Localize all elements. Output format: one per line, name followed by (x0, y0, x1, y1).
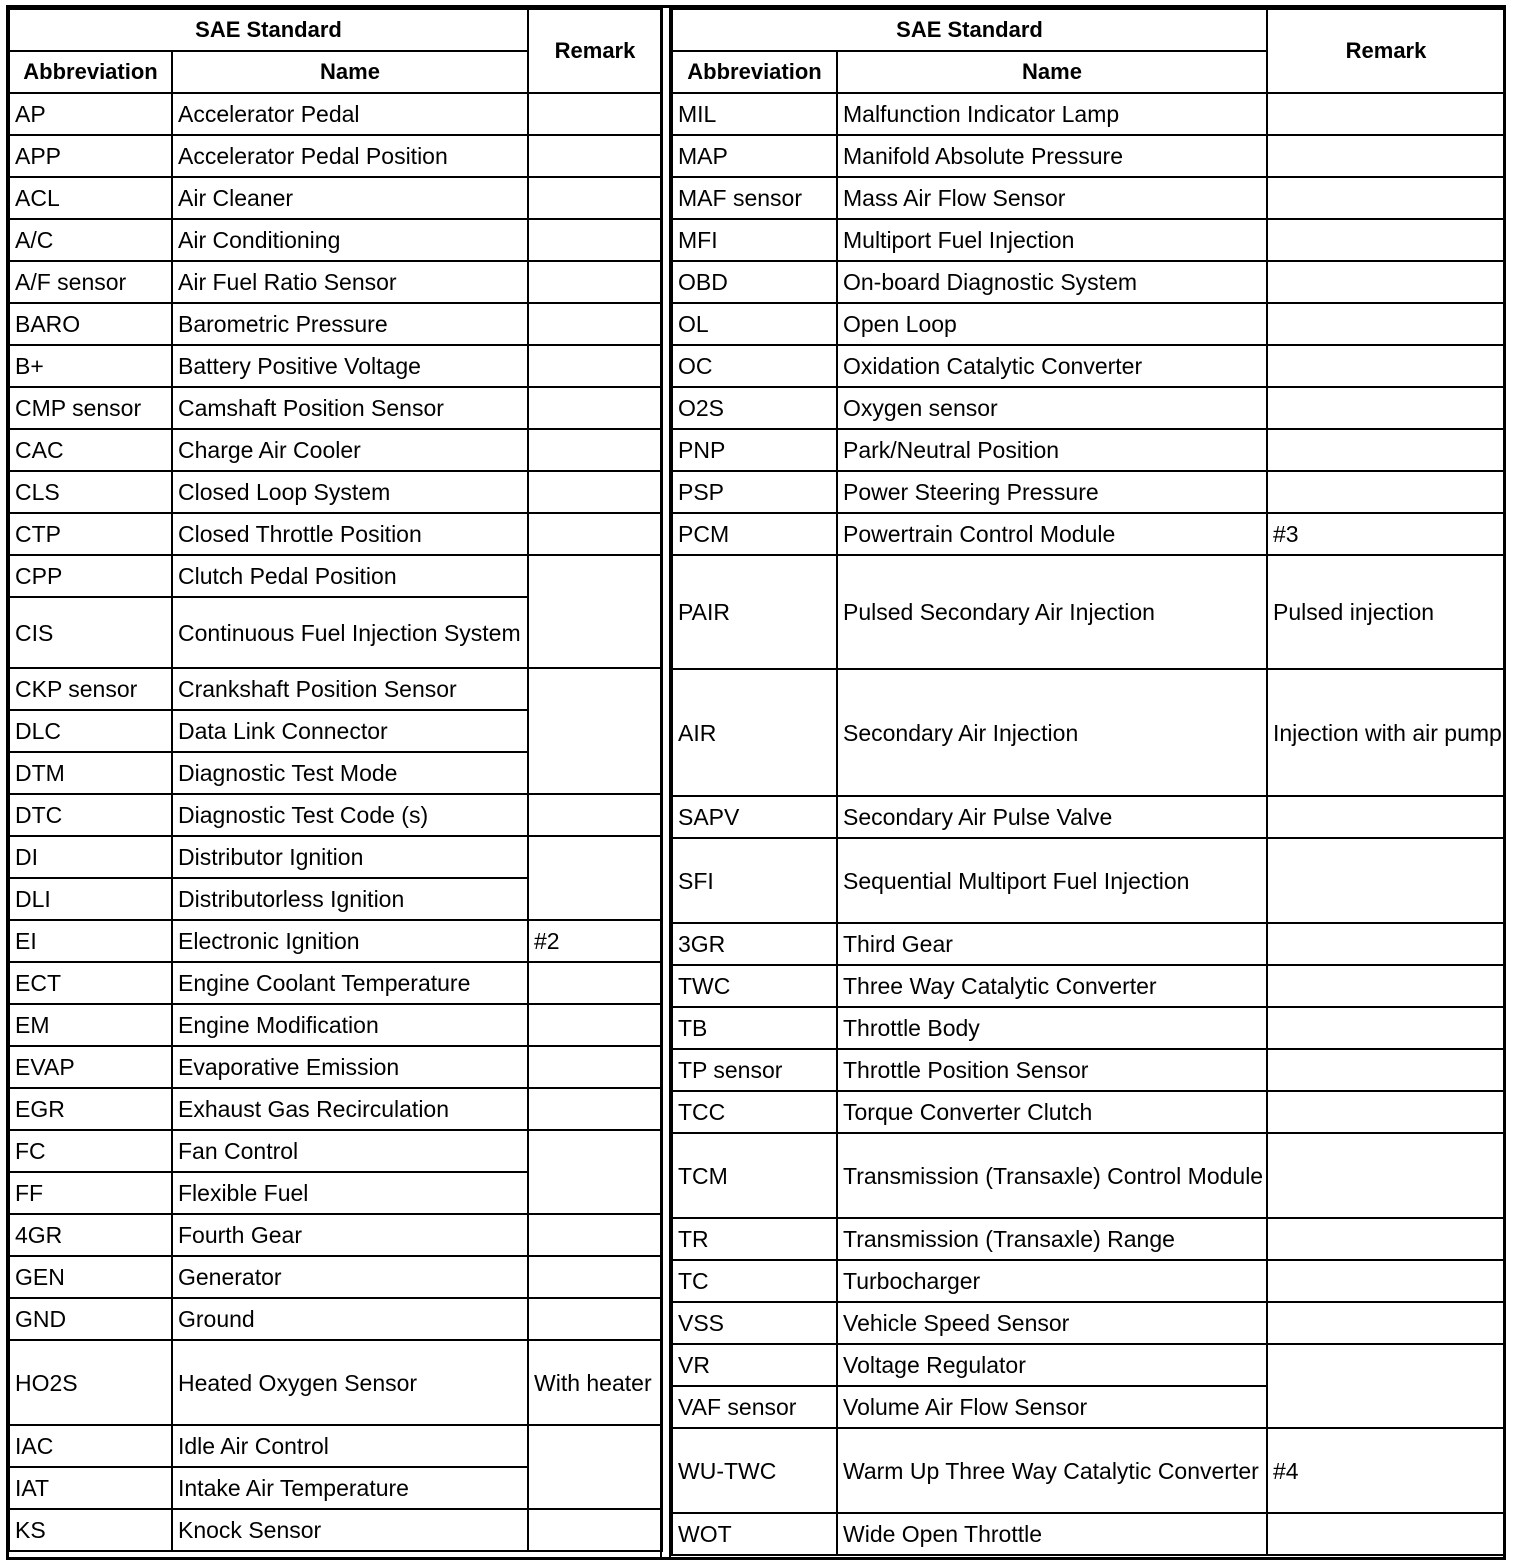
abbreviation-cell: CIS (9, 597, 172, 668)
table-row (9, 1425, 662, 1467)
abbreviation-cell: CLS (9, 471, 172, 513)
name-cell: Transmission (Transaxle) Control Module (837, 1133, 1267, 1218)
remark-cell (528, 93, 662, 135)
abbreviation-cell: VAF sensor (672, 1386, 837, 1428)
table-row (672, 513, 1505, 555)
abbreviation-cell: 4GR (9, 1214, 172, 1256)
abbreviation-cell: EI (9, 920, 172, 962)
abbreviation-cell: VSS (672, 1302, 837, 1344)
table-row (672, 177, 1505, 219)
table-row (9, 93, 662, 135)
name-cell: Torque Converter Clutch (837, 1091, 1267, 1133)
table-row (9, 962, 662, 1004)
name-cell: Flexible Fuel (172, 1172, 528, 1214)
table-row (672, 555, 1505, 669)
name-cell: Throttle Body (837, 1007, 1267, 1049)
name-cell: Powertrain Control Module (837, 513, 1267, 555)
remark-cell (528, 1425, 662, 1509)
table-row (672, 345, 1505, 387)
abbreviation-cell: ACL (9, 177, 172, 219)
name-cell: Park/Neutral Position (837, 429, 1267, 471)
remark-cell (1267, 1218, 1505, 1260)
name-cell: Closed Loop System (172, 471, 528, 513)
table-row (672, 1007, 1505, 1049)
remark-cell (528, 177, 662, 219)
name-cell: On-board Diagnostic System (837, 261, 1267, 303)
name-cell: Accelerator Pedal (172, 93, 528, 135)
abbreviation-cell: TWC (672, 965, 837, 1007)
table-row (9, 1046, 662, 1088)
abbreviation-cell: AP (9, 93, 172, 135)
name-cell: Malfunction Indicator Lamp (837, 93, 1267, 135)
remark-cell (528, 1509, 662, 1551)
table-row (672, 1049, 1505, 1091)
abbreviation-cell: TP sensor (672, 1049, 837, 1091)
remark-cell (1267, 93, 1505, 135)
remark-cell (528, 219, 662, 261)
name-cell: Secondary Air Pulse Valve (837, 796, 1267, 838)
remark-cell (528, 1046, 662, 1088)
name-cell: Voltage Regulator (837, 1344, 1267, 1386)
name-cell: Diagnostic Test Mode (172, 752, 528, 794)
abbreviation-cell: TCC (672, 1091, 837, 1133)
table-row (672, 135, 1505, 177)
abbreviation-cell: OC (672, 345, 837, 387)
remark-cell (1267, 1344, 1505, 1428)
abbreviation-cell: TB (672, 1007, 837, 1049)
abbreviation-cell: EM (9, 1004, 172, 1046)
name-cell: Manifold Absolute Pressure (837, 135, 1267, 177)
abbreviation-cell: MAF sensor (672, 177, 837, 219)
remark-cell (1267, 177, 1505, 219)
name-header: Name (172, 51, 528, 93)
remark-cell (528, 303, 662, 345)
name-cell: Evaporative Emission (172, 1046, 528, 1088)
name-cell: Warm Up Three Way Catalytic Converter (837, 1428, 1267, 1513)
table-row (9, 836, 662, 878)
name-cell: Fan Control (172, 1130, 528, 1172)
remark-cell (528, 555, 662, 668)
name-cell: Data Link Connector (172, 710, 528, 752)
remark-cell (1267, 1049, 1505, 1091)
abbreviation-cell: WU-TWC (672, 1428, 837, 1513)
table-row (9, 1214, 662, 1256)
table-row (9, 513, 662, 555)
table-row (9, 1340, 662, 1425)
abbreviation-cell: MIL (672, 93, 837, 135)
table-row (9, 555, 662, 597)
table-row (9, 135, 662, 177)
name-cell: Air Conditioning (172, 219, 528, 261)
remark-cell: With heater (528, 1340, 662, 1425)
table-row (9, 1256, 662, 1298)
abbreviation-cell: VR (672, 1344, 837, 1386)
name-cell: Generator (172, 1256, 528, 1298)
name-cell: Transmission (Transaxle) Range (837, 1218, 1267, 1260)
abbreviation-header: Abbreviation (9, 51, 172, 93)
remark-cell (1267, 1260, 1505, 1302)
abbreviation-cell: CTP (9, 513, 172, 555)
abbreviation-cell: IAC (9, 1425, 172, 1467)
name-cell: Engine Modification (172, 1004, 528, 1046)
table-row (672, 796, 1505, 838)
abbreviation-cell: PNP (672, 429, 837, 471)
abbreviation-cell: FC (9, 1130, 172, 1172)
abbreviation-cell: A/C (9, 219, 172, 261)
remark-cell (528, 794, 662, 836)
abbreviation-cell: TC (672, 1260, 837, 1302)
remark-cell (1267, 387, 1505, 429)
abbreviation-cell: GEN (9, 1256, 172, 1298)
abbreviation-cell: HO2S (9, 1340, 172, 1425)
table-row (9, 219, 662, 261)
remark-cell (1267, 345, 1505, 387)
name-cell: Turbocharger (837, 1260, 1267, 1302)
name-cell: Distributor Ignition (172, 836, 528, 878)
remark-cell (1267, 838, 1505, 923)
abbreviation-cell: DI (9, 836, 172, 878)
remark-cell (528, 513, 662, 555)
remark-cell (528, 1214, 662, 1256)
table-row (9, 429, 662, 471)
remark-cell (528, 387, 662, 429)
table-row (672, 1218, 1505, 1260)
table-row (9, 345, 662, 387)
table-row (9, 261, 662, 303)
table-row (9, 471, 662, 513)
abbreviation-cell: SAPV (672, 796, 837, 838)
abbreviation-cell: O2S (672, 387, 837, 429)
abbreviation-cell: A/F sensor (9, 261, 172, 303)
remark-cell (1267, 471, 1505, 513)
left-table-body (9, 93, 662, 1551)
abbreviation-cell: WOT (672, 1513, 837, 1555)
name-cell: Power Steering Pressure (837, 471, 1267, 513)
abbreviation-cell: IAT (9, 1467, 172, 1509)
table-row (672, 429, 1505, 471)
abbreviation-cell: EGR (9, 1088, 172, 1130)
abbreviation-cell: FF (9, 1172, 172, 1214)
remark-cell (1267, 303, 1505, 345)
abbreviation-cell: DLC (9, 710, 172, 752)
remark-cell (528, 261, 662, 303)
table-row (672, 1344, 1505, 1386)
remark-cell (1267, 1133, 1505, 1218)
abbreviation-cell: APP (9, 135, 172, 177)
table-row (9, 1509, 662, 1551)
abbreviation-cell: KS (9, 1509, 172, 1551)
remark-cell (528, 429, 662, 471)
remark-cell (1267, 135, 1505, 177)
name-cell: Intake Air Temperature (172, 1467, 528, 1509)
table-row (672, 1302, 1505, 1344)
table-row (9, 920, 662, 962)
name-cell: Secondary Air Injection (837, 669, 1267, 796)
name-cell: Electronic Ignition (172, 920, 528, 962)
sae-standard-header: SAE Standard (672, 9, 1267, 51)
remark-cell: #3 (1267, 513, 1505, 555)
table-row (672, 669, 1505, 796)
abbreviation-cell: ECT (9, 962, 172, 1004)
name-cell: Idle Air Control (172, 1425, 528, 1467)
name-cell: Diagnostic Test Code (s) (172, 794, 528, 836)
abbreviation-cell: EVAP (9, 1046, 172, 1088)
table-row (9, 794, 662, 836)
name-cell: Multiport Fuel Injection (837, 219, 1267, 261)
name-cell: Accelerator Pedal Position (172, 135, 528, 177)
table-row (672, 838, 1505, 923)
remark-cell (1267, 429, 1505, 471)
abbreviation-cell: OL (672, 303, 837, 345)
remark-cell (528, 1256, 662, 1298)
remark-cell (1267, 1302, 1505, 1344)
abbreviation-cell: CMP sensor (9, 387, 172, 429)
remark-cell (528, 345, 662, 387)
remark-cell (1267, 923, 1505, 965)
sae-standard-header: SAE Standard (9, 9, 528, 51)
name-cell: Charge Air Cooler (172, 429, 528, 471)
name-cell: Ground (172, 1298, 528, 1340)
table-row (9, 1088, 662, 1130)
name-cell: Continuous Fuel Injection System (172, 597, 528, 668)
table-row (9, 303, 662, 345)
name-cell: Clutch Pedal Position (172, 555, 528, 597)
remark-cell (528, 135, 662, 177)
table-row (9, 1298, 662, 1340)
abbreviation-cell: AIR (672, 669, 837, 796)
abbreviation-cell: GND (9, 1298, 172, 1340)
remark-cell: #2 (528, 920, 662, 962)
table-row (9, 668, 662, 710)
remark-cell: Injection with air pump (1267, 669, 1505, 796)
table-row (672, 261, 1505, 303)
table-row (672, 965, 1505, 1007)
name-cell: Open Loop (837, 303, 1267, 345)
remark-cell (528, 668, 662, 794)
name-cell: Oxygen sensor (837, 387, 1267, 429)
table-row (672, 93, 1505, 135)
remark-cell (1267, 261, 1505, 303)
table-row (672, 387, 1505, 429)
table-row (9, 1004, 662, 1046)
table-row (672, 303, 1505, 345)
remark-cell (1267, 1007, 1505, 1049)
abbreviation-cell: OBD (672, 261, 837, 303)
remark-cell (528, 962, 662, 1004)
name-cell: Sequential Multiport Fuel Injection (837, 838, 1267, 923)
remark-cell (528, 1130, 662, 1214)
table-row (672, 1428, 1505, 1513)
remark-cell (528, 1088, 662, 1130)
table-row (672, 471, 1505, 513)
remark-cell (528, 1004, 662, 1046)
remark-cell (528, 1298, 662, 1340)
table-row (9, 387, 662, 429)
abbreviation-cell: SFI (672, 838, 837, 923)
name-cell: Distributorless Ignition (172, 878, 528, 920)
remark-cell (1267, 219, 1505, 261)
name-cell: Closed Throttle Position (172, 513, 528, 555)
name-cell: Three Way Catalytic Converter (837, 965, 1267, 1007)
name-cell: Wide Open Throttle (837, 1513, 1267, 1555)
name-cell: Battery Positive Voltage (172, 345, 528, 387)
name-cell: Air Fuel Ratio Sensor (172, 261, 528, 303)
name-cell: Knock Sensor (172, 1509, 528, 1551)
name-cell: Third Gear (837, 923, 1267, 965)
remark-header: Remark (528, 9, 662, 93)
name-cell: Throttle Position Sensor (837, 1049, 1267, 1091)
abbreviation-cell: DTM (9, 752, 172, 794)
abbreviation-cell: CKP sensor (9, 668, 172, 710)
name-cell: Vehicle Speed Sensor (837, 1302, 1267, 1344)
right-table-body (672, 93, 1505, 1555)
name-cell: Oxidation Catalytic Converter (837, 345, 1267, 387)
name-cell: Pulsed Secondary Air Injection (837, 555, 1267, 669)
abbreviation-cell: DLI (9, 878, 172, 920)
remark-header: Remark (1267, 9, 1505, 93)
name-cell: Air Cleaner (172, 177, 528, 219)
table-row (672, 219, 1505, 261)
table-row (9, 1130, 662, 1172)
abbreviation-cell: TR (672, 1218, 837, 1260)
abbreviation-cell: 3GR (672, 923, 837, 965)
name-header: Name (837, 51, 1267, 93)
abbreviation-cell: PSP (672, 471, 837, 513)
table-row (672, 1260, 1505, 1302)
left-abbreviation-table (8, 8, 663, 1552)
remark-cell (528, 471, 662, 513)
name-cell: Volume Air Flow Sensor (837, 1386, 1267, 1428)
abbreviation-cell: CPP (9, 555, 172, 597)
abbreviation-cell: PAIR (672, 555, 837, 669)
abbreviation-cell: PCM (672, 513, 837, 555)
name-cell: Camshaft Position Sensor (172, 387, 528, 429)
remark-cell: Pulsed injection (1267, 555, 1505, 669)
table-row (672, 1513, 1505, 1555)
name-cell: Exhaust Gas Recirculation (172, 1088, 528, 1130)
table-row (672, 1133, 1505, 1218)
name-cell: Barometric Pressure (172, 303, 528, 345)
remark-cell (1267, 1513, 1505, 1555)
table-row (9, 177, 662, 219)
name-cell: Crankshaft Position Sensor (172, 668, 528, 710)
remark-cell (528, 836, 662, 920)
abbreviation-cell: BARO (9, 303, 172, 345)
remark-cell (1267, 965, 1505, 1007)
name-cell: Mass Air Flow Sensor (837, 177, 1267, 219)
abbreviation-cell: MAP (672, 135, 837, 177)
table-row (672, 1091, 1505, 1133)
abbreviation-cell: B+ (9, 345, 172, 387)
remark-cell: #4 (1267, 1428, 1505, 1513)
remark-cell (1267, 796, 1505, 838)
name-cell: Engine Coolant Temperature (172, 962, 528, 1004)
abbreviation-cell: TCM (672, 1133, 837, 1218)
name-cell: Heated Oxygen Sensor (172, 1340, 528, 1425)
abbreviation-cell: MFI (672, 219, 837, 261)
right-abbreviation-table (671, 8, 1506, 1556)
table-row (672, 923, 1505, 965)
abbreviation-header: Abbreviation (672, 51, 837, 93)
abbreviation-cell: CAC (9, 429, 172, 471)
abbreviation-cell: DTC (9, 794, 172, 836)
remark-cell (1267, 1091, 1505, 1133)
name-cell: Fourth Gear (172, 1214, 528, 1256)
